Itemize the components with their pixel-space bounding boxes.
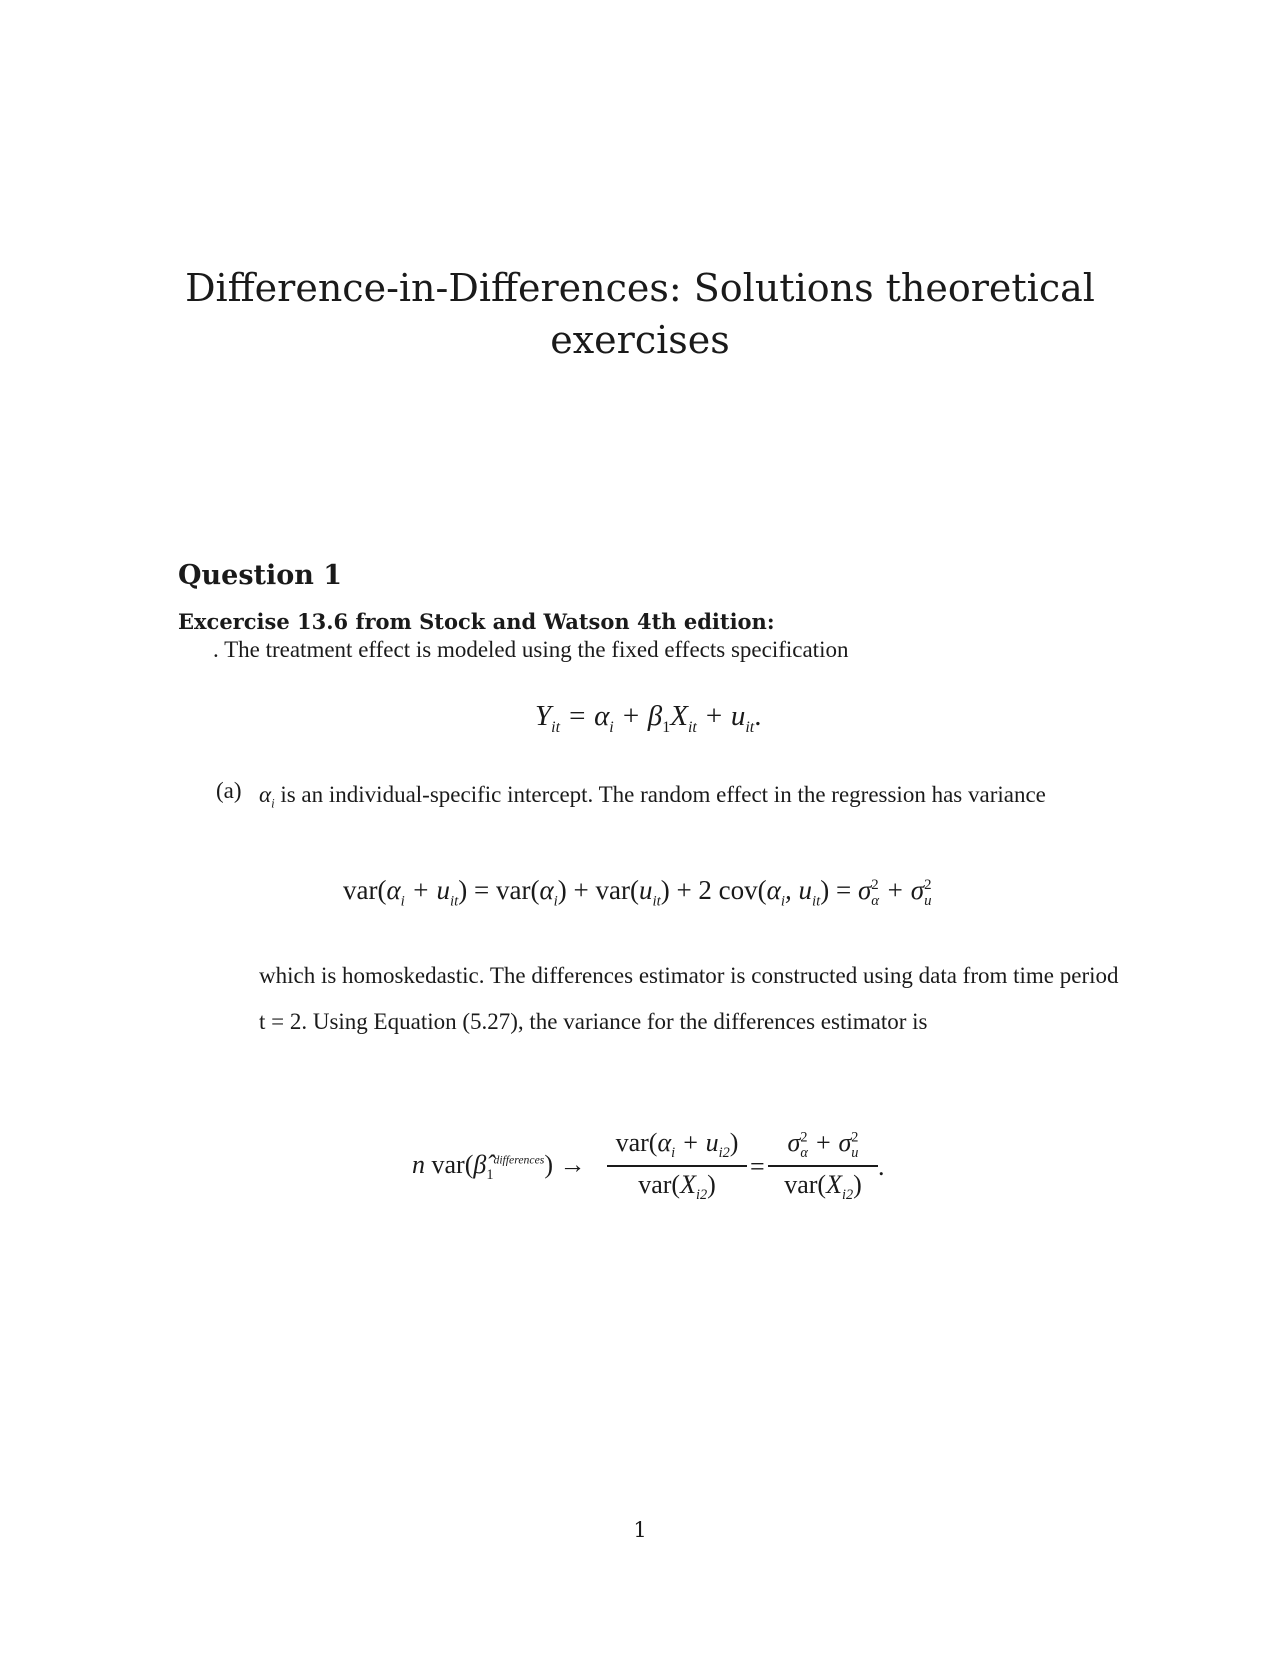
estimator-variance-equation: n $var(\betâ_1^{differences})$ → $var(\alpha_i + u_{i2})$ $var(X_{i2})$ = $\sigma^2_\alpha + \sigma^2_u$ $var(X_{i2})$ . [412,1128,885,1204]
page-number: 1 [633,1518,647,1542]
item-a-text [259,778,1089,821]
alpha-symbol: $\alpha_i$ [259,782,275,811]
sigma-fraction: $\sigma^2_\alpha + \sigma^2_u$ $var(X_{i2})$ [768,1128,878,1204]
item-label-a: (a) [216,778,242,803]
document-title: Difference-in-Differences: Solutions theoretical exercises [185,266,1095,362]
intro-text: . The treatment effect is modeled using the fixed effects specification [213,637,849,662]
item-a-sentence: is an individual-specific intercept. The random effect in the regression has variance [280,782,1046,807]
variance-fraction: $var(\alpha_i + u_{i2})$ $var(X_{i2})$ [607,1128,747,1204]
question-heading: Question 1 [178,560,343,591]
homoskedastic-paragraph: which is homoskedastic. The differences estimator is constructed using data from time period t = 2. Using Equation (5.27), the variance for the differences estimator is [259,963,1119,1034]
fixed-effects-equation: $Y_{it} = \alpha_i + \beta_1X_{it} + u_{it}$. [535,700,762,736]
variance-equation: $var(\alpha_i + u_{it}) = var(\alpha_i) + var(u_{it}) + 2$ $cov(\alpha_i$, $u_{it}) = \sigma^2_\alpha + \sigma^2_u$ [343,875,932,910]
exercise-heading: Excercise 13.6 from Stock and Watson 4th edition: [178,609,775,634]
